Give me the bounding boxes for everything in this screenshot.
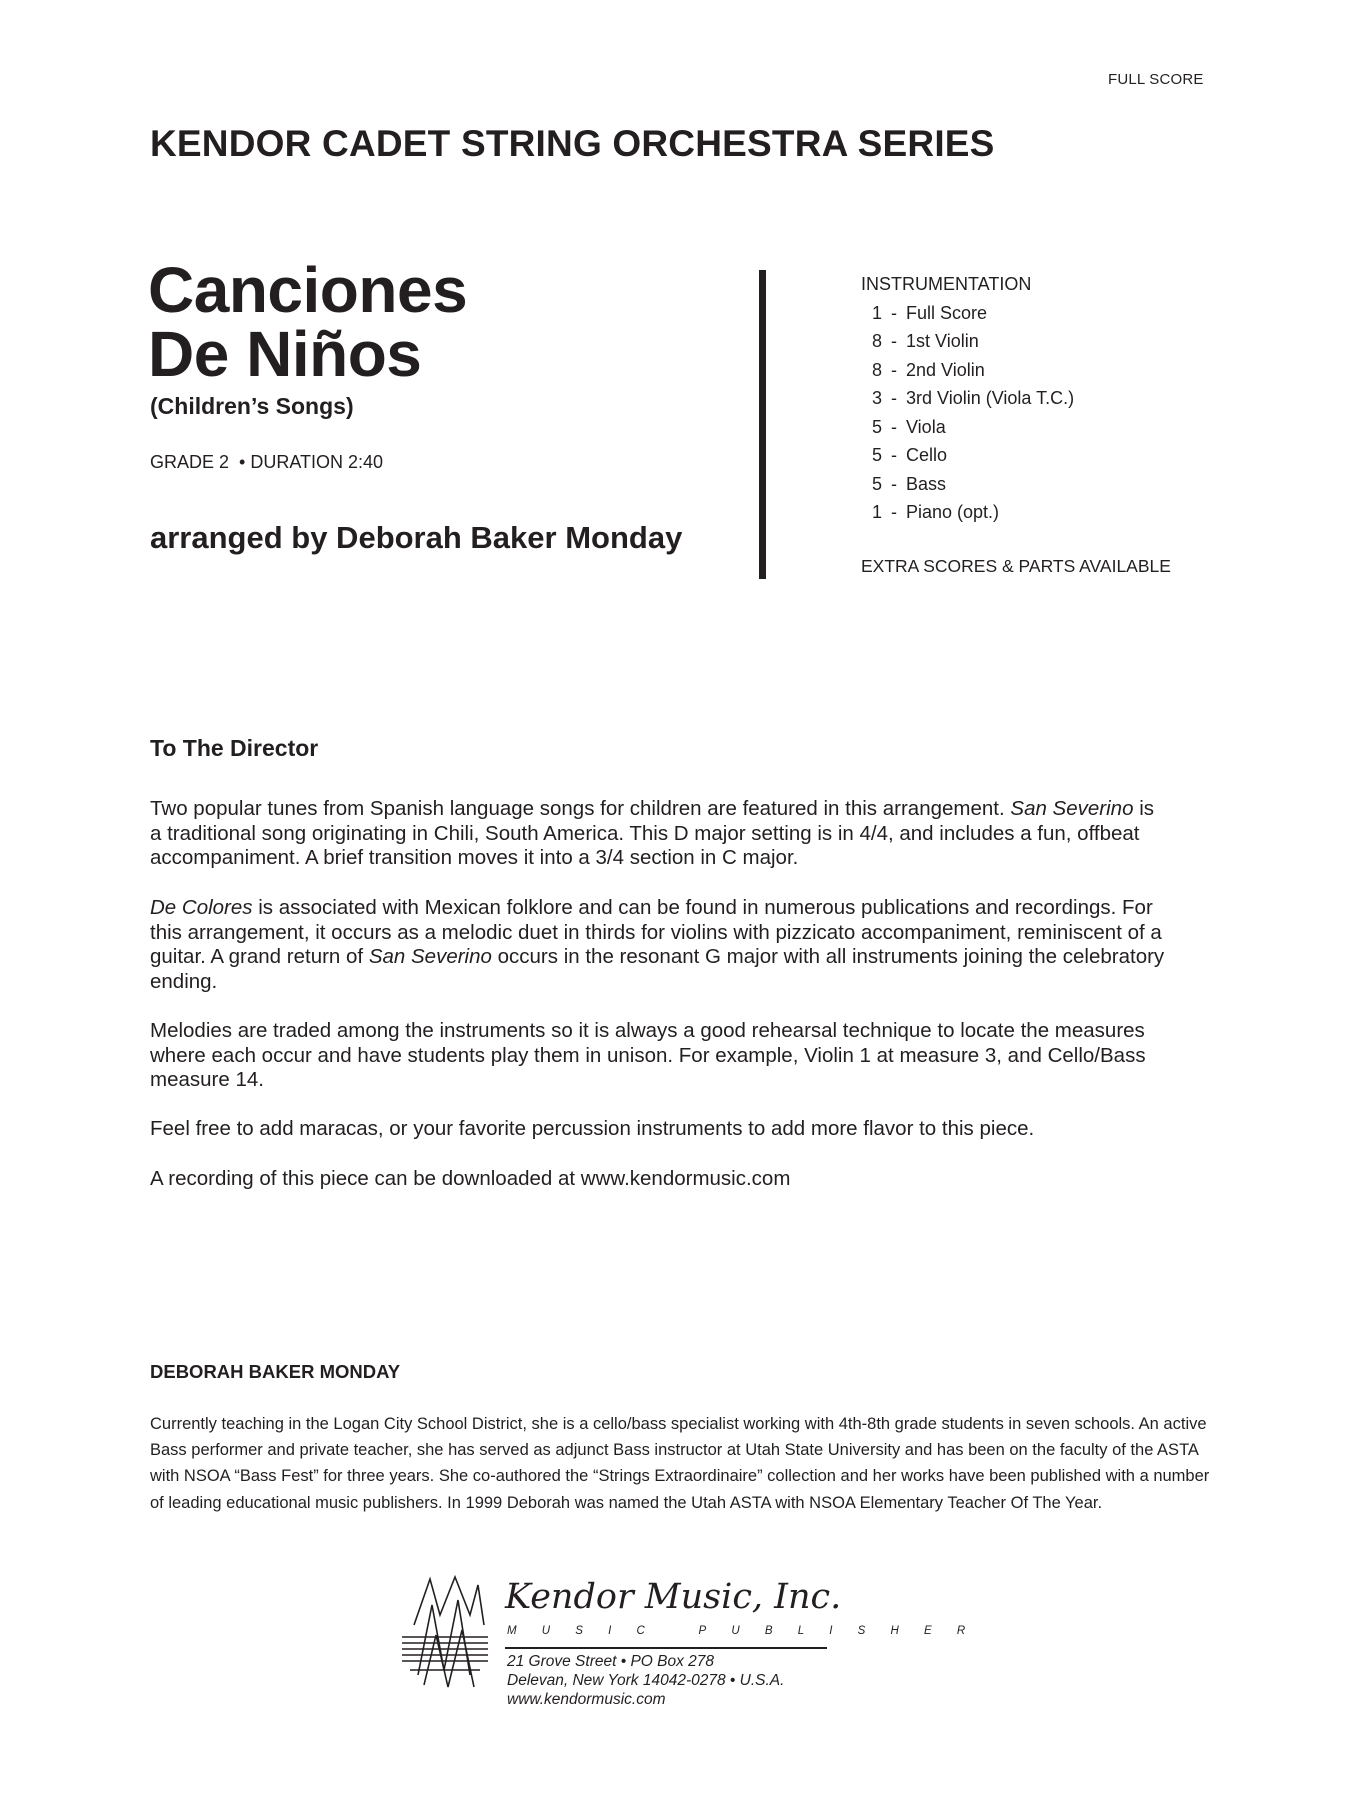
series-title: KENDOR CADET STRING ORCHESTRA SERIES <box>150 123 995 164</box>
director-heading: To The Director <box>150 735 319 761</box>
title-line-2: De Niños <box>148 318 422 390</box>
instrumentation-heading: INSTRUMENTATION <box>861 274 1032 294</box>
song-title: San Severino <box>368 945 492 969</box>
instrument-item: 1 - Piano (opt.) <box>871 502 1000 522</box>
director-paragraph: Feel free to add maracas, or your favorite percussion instruments to add more flavor to this piece. <box>150 1117 1035 1140</box>
publisher-name: Kendor Music, Inc. <box>505 1577 842 1617</box>
publisher-rule <box>505 1647 827 1649</box>
director-paragraph: Two popular tunes from Spanish language songs for children are featured in this arrangement. San Severino is a traditional song originating in Chili, South America. This D major setting is in 4/4, and includes a fun, offbeat accompaniment. A brief transition moves it into a 3/4 section in C major. <box>150 797 1154 870</box>
publisher-tagline: MUSIC PUBLISHER <box>507 1625 991 1637</box>
director-paragraph: Melodies are traded among the instruments so it is always a good rehearsal technique to locate the measures where each occur and have students play them in unison. For example, Violin 1 at measure 3, and Cello/Bass measure 14. <box>150 1019 1146 1092</box>
instrument-item: 8 - 2nd Violin <box>871 359 985 380</box>
full-score-label: FULL SCORE <box>1108 71 1204 88</box>
instrumentation-list <box>861 270 1074 527</box>
instrument-item: 5 - Cello <box>871 445 948 465</box>
piece-subtitle: (Children’s Songs) <box>150 393 354 419</box>
address-line-1: 21 Grove Street • PO Box 278 <box>507 1653 715 1670</box>
instrument-item: 1 - Full Score <box>871 302 988 323</box>
bio-text: Currently teaching in the Logan City School District, she is a cello/bass specialist working with 4th-8th grade students in seven schools. An active Bass performer and private teacher, she has served as adjunct Bass instructor at Utah State University and has been on the faculty of the ASTA with NSOA “Bass Fest” for three years. She co-authored the “Strings Extraordinaire” collection and her works have been published with a number of leading educational music publishers. In 1999 Deborah was named the Utah ASTA with NSOA Elementary Teacher Of The Year. <box>150 1415 1210 1512</box>
director-paragraph: De Colores is associated with Mexican folklore and can be found in numerous publications and recordings. For this arrangement, it occurs as a melodic duet in thirds for violins with pizzicato accompaniment, reminiscent of a guitar. A grand return of San Severino occurs in the resonant G major with all instruments joining the celebratory ending. <box>150 896 1165 994</box>
title-line-1: Canciones <box>148 254 468 326</box>
arranger-credit: arranged by Deborah Baker Monday <box>150 520 683 555</box>
song-title: San Severino <box>1010 797 1134 820</box>
director-paragraph: A recording of this piece can be downloaded at www.kendormusic.com <box>150 1167 791 1190</box>
instrument-item: 3 - 3rd Violin (Viola T.C.) <box>871 388 1075 408</box>
instrument-item: 5 - Viola <box>871 416 946 437</box>
instrument-item: 5 - Bass <box>871 473 947 494</box>
publisher-website: www.kendormusic.com <box>507 1691 666 1708</box>
publisher-address <box>507 1652 784 1709</box>
address-line-2: Delevan, New York 14042-0278 • U.S.A. <box>507 1672 785 1689</box>
bio-heading: DEBORAH BAKER MONDAY <box>150 1361 401 1382</box>
vertical-divider <box>759 270 766 579</box>
publisher-logo-icon <box>400 1575 490 1690</box>
song-title: De Colores <box>150 896 253 919</box>
piece-title <box>148 254 468 390</box>
grade-duration: GRADE 2 • DURATION 2:40 <box>150 452 384 472</box>
extra-parts-note: EXTRA SCORES & PARTS AVAILABLE <box>861 556 1171 576</box>
instrument-item: 8 - 1st Violin <box>871 331 979 351</box>
